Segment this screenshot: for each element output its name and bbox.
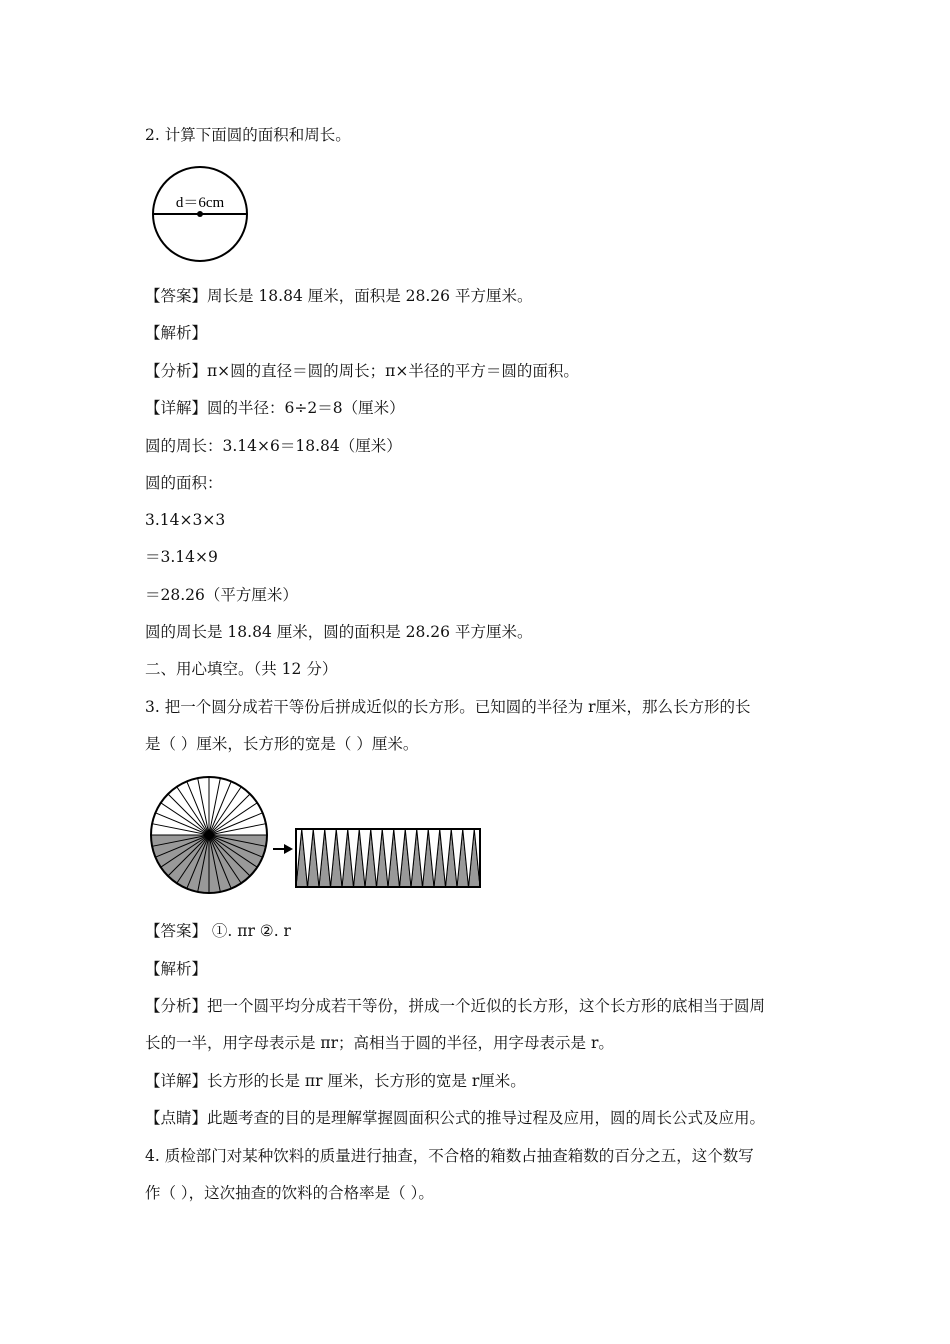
q2-conclusion: 圆的周长是 18.84 厘米，圆的面积是 28.26 平方厘米。 bbox=[145, 623, 533, 641]
sector-line bbox=[209, 794, 250, 835]
q2-step2: ＝3.14×9 bbox=[145, 548, 218, 566]
circle-to-rectangle-diagram bbox=[146, 775, 486, 900]
q2-answer: 【答案】周长是 18.84 厘米，面积是 28.26 平方厘米。 bbox=[145, 287, 533, 305]
q4-line1: 4. 质检部门对某种饮料的质量进行抽查，不合格的箱数占抽查箱数的百分之五，这个数写 bbox=[145, 1147, 754, 1165]
center-dot bbox=[205, 831, 213, 839]
q2-mianji: 圆的面积： bbox=[145, 474, 223, 492]
q3-fenxi-1: 【分析】把一个圆平均分成若干等份，拼成一个近似的长方形，这个长方形的底相当于圆周 bbox=[145, 997, 766, 1015]
q3-line2: 是（ ）厘米，长方形的宽是（ ）厘米。 bbox=[145, 735, 419, 753]
q4-line2: 作（ ），这次抽查的饮料的合格率是（ ）。 bbox=[145, 1184, 434, 1202]
q2-step3: ＝28.26（平方厘米） bbox=[145, 586, 298, 604]
q2-fenxi: 【分析】π×圆的直径＝圆的周长；π×半径的平方＝圆的面积。 bbox=[145, 362, 579, 380]
diameter-label: d＝6cm bbox=[175, 195, 225, 211]
q2-jiexi: 【解析】 bbox=[145, 324, 208, 342]
sector-line bbox=[168, 794, 209, 835]
sectored-circle bbox=[151, 777, 267, 893]
q3-answer: 【答案】 ①. πr ②. r bbox=[145, 922, 291, 940]
q3-line1: 3. 把一个圆分成若干等份后拼成近似的长方形。已知圆的半径为 r厘米，那么长方形的长 bbox=[145, 698, 751, 716]
q3-jiexi: 【解析】 bbox=[145, 960, 208, 978]
rearranged-rectangle bbox=[296, 829, 480, 887]
q3-xiangjie: 【详解】长方形的长是 πr 厘米，长方形的宽是 r厘米。 bbox=[145, 1072, 526, 1090]
section-heading: 二、用心填空。（共 12 分） bbox=[145, 660, 338, 678]
q2-step1: 3.14×3×3 bbox=[145, 511, 226, 529]
circle-diameter-diagram bbox=[148, 165, 252, 265]
arrow-icon bbox=[284, 844, 293, 854]
q3-fenxi-2: 长的一半，用字母表示是 πr；高相当于圆的半径，用字母表示是 r。 bbox=[145, 1034, 614, 1052]
q2-xiangjie: 【详解】圆的半径：6÷2＝8（厘米） bbox=[145, 399, 405, 417]
q2-title: 2. 计算下面圆的面积和周长。 bbox=[145, 126, 351, 144]
q3-dianjing: 【点睛】此题考查的目的是理解掌握圆面积公式的推导过程及应用，圆的周长公式及应用。 bbox=[145, 1109, 766, 1127]
q2-zhouchang: 圆的周长：3.14×6＝18.84（厘米） bbox=[145, 437, 402, 455]
